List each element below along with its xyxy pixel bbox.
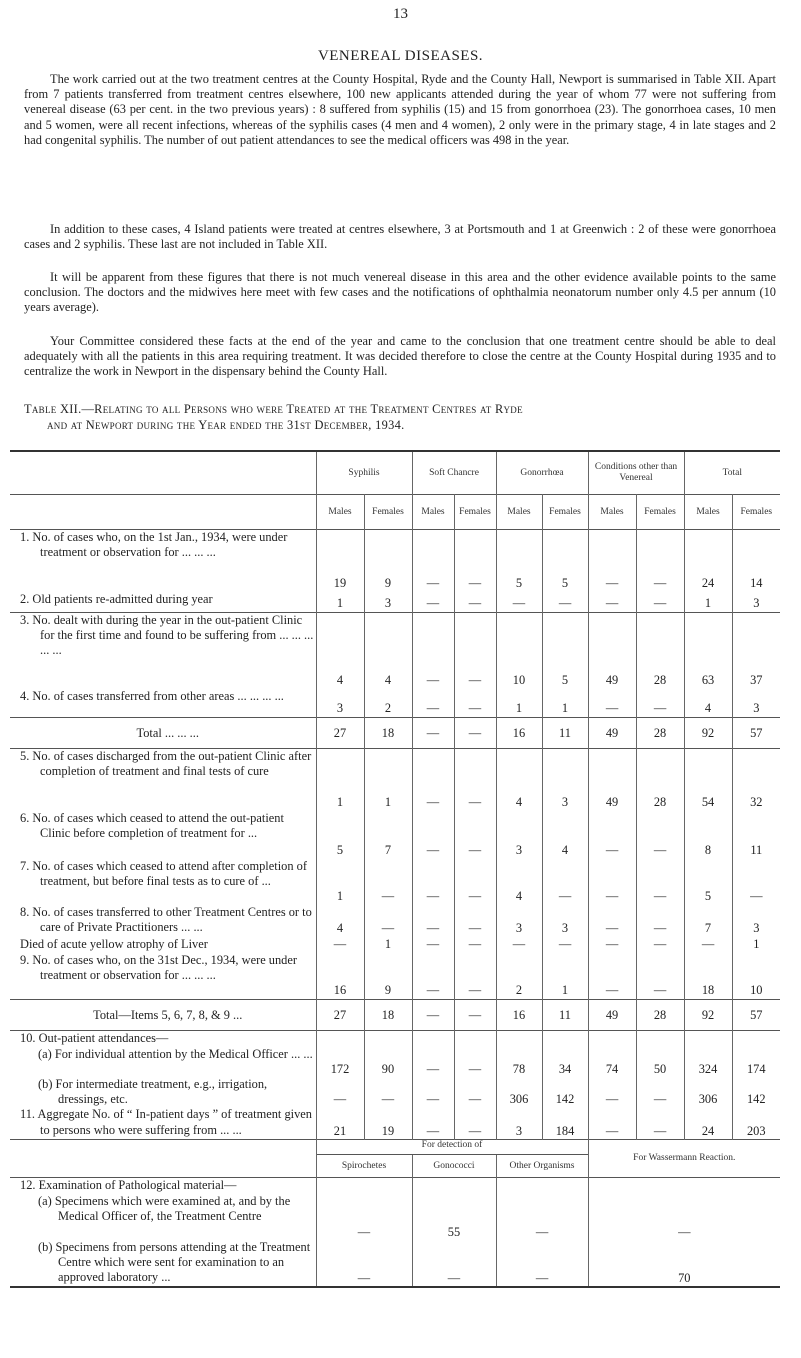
block2-cell: 4 [684,689,732,718]
block3-cell: — [588,905,636,937]
block4-cell: — [412,1077,454,1107]
total-row-cell: — [454,718,496,749]
block2-cell: 4 [316,613,364,690]
block2-cell: 1 [496,689,542,718]
exam-cell: — [412,1240,496,1287]
block3-cell: — [412,905,454,937]
block3-cell: — [588,811,636,859]
block4-cell: 24 [684,1107,732,1140]
block4-cell: 78 [496,1047,542,1077]
block1-cell: 5 [542,530,588,593]
block2-cell: 49 [588,613,636,690]
block3-cell: — [454,811,496,859]
block3-cell: 1 [316,749,364,812]
total-row-label: Total ... ... ... [136,725,199,740]
block3-cell: 1 [364,749,412,812]
block1-cell: 14 [732,530,780,593]
block3-cell: — [454,953,496,1000]
block3-cell: — [636,905,684,937]
exam-cell: — [316,1240,412,1287]
exam-cell: 70 [588,1240,780,1287]
block1-cell: — [588,530,636,593]
block3-cell: — [316,937,364,953]
block2-cell: — [412,613,454,690]
block3-cell: — [636,859,684,905]
block3-cell: 49 [588,749,636,812]
block4-label: 11. Aggregate No. of “ In-patient days ” of treatment given to persons who were suffering from ... ... [20,1107,312,1137]
block2-cell: 10 [496,613,542,690]
group-header: Soft Chancre [412,451,496,495]
block4-cell: — [316,1077,364,1107]
block3-label: 9. No. of cases who, on the 31st Dec., 1934, were under treatment or observation for ... ... ... [20,953,297,983]
block3-cell: 7 [364,811,412,859]
block2-cell: 1 [542,689,588,718]
sub-header: Females [542,495,588,530]
exam-label: (b) Specimens from persons attending at the Treatment Centre which were sent for examination to an approved laboratory ... [38,1239,311,1285]
total-row-cell: — [412,718,454,749]
total-row-cell: 57 [732,718,780,749]
block3-cell: 5 [316,811,364,859]
block4-cell: 3 [496,1107,542,1140]
total-items-row-cell: 28 [636,1000,684,1031]
block3-cell: — [496,937,542,953]
block4-cell: 74 [588,1047,636,1077]
sub-header: Females [636,495,684,530]
block4-cell: — [454,1077,496,1107]
block4-label: 10. Out-patient attendances— [20,1031,169,1045]
block4-cell: 19 [364,1107,412,1140]
block1-cell: — [412,530,454,593]
block3-cell: — [364,859,412,905]
block1-cell: 19 [316,530,364,593]
total-items-row-cell: — [454,1000,496,1031]
block4-cell: 324 [684,1047,732,1077]
block3-cell: 4 [542,811,588,859]
paragraph-summary: The work carried out at the two treatment centres at the County Hospital, Ryde and the County Hall, Newport is summarised in Table XII. Apart from 7 patients transferred from treatment centres elsewhere, 100 new applicants attended during the year of whom 77 were not suffering from venereal disease (63 per cent. in the two previous years) : 8 suffered from syphilis (15) and 15 from gonorrhoea (23). The gonorrhoea cases, 10 men and 5 women, were all recent infections, whereas of the syphilis cases (4 men and 4 women), 2 only were in the primary stage, 4 in late stages and 2 had congenital syphilis. The number of out patient attendances to see the medical officers was 498 in the year. [24,72,776,147]
block3-cell: 4 [316,905,364,937]
block3-cell: 10 [732,953,780,1000]
block3-cell: — [454,749,496,812]
block4-cell: 142 [732,1077,780,1107]
block1-cell: 1 [316,592,364,613]
block3-cell: 28 [636,749,684,812]
sub-header: Females [364,495,412,530]
block3-cell: 11 [732,811,780,859]
block1-cell: 3 [732,592,780,613]
group-header: Syphilis [316,451,412,495]
block3-cell: 3 [732,905,780,937]
block4-cell: 21 [316,1107,364,1140]
block3-cell: — [542,859,588,905]
block2-cell: 37 [732,613,780,690]
block2-label: 4. No. of cases transferred from other areas ... ... ... ... [20,689,284,703]
block4-cell: 174 [732,1047,780,1077]
block3-cell: 1 [542,953,588,1000]
block3-cell: 16 [316,953,364,1000]
block4-cell: — [636,1077,684,1107]
block3-cell: — [588,937,636,953]
caption-line-1: Table XII.—Relating to all Persons who were Treated at the Treatment Centres at Ryde [24,402,523,416]
block3-cell: — [454,905,496,937]
block3-cell: 32 [732,749,780,812]
block3-cell: 3 [542,905,588,937]
block3-cell: — [412,859,454,905]
exam-title: For detection of [316,1140,588,1155]
exam-cell: — [316,1194,412,1240]
block2-cell: — [588,689,636,718]
block4-cell: — [454,1047,496,1077]
block3-cell: 4 [496,859,542,905]
block3-cell: — [412,749,454,812]
block2-cell: 2 [364,689,412,718]
block3-cell: — [364,905,412,937]
block4-cell: 172 [316,1047,364,1077]
exam-col-header: Gonococci [412,1155,496,1178]
block1-cell: 3 [364,592,412,613]
block1-label: 1. No. of cases who, on the 1st Jan., 1934, were under treatment or observation for ... ... ... [20,530,288,560]
block3-cell: 9 [364,953,412,1000]
block3-cell: 1 [732,937,780,953]
block3-cell: — [454,859,496,905]
exam-label: 12. Examination of Pathological material— [20,1177,237,1192]
block3-cell: — [412,953,454,1000]
sub-header: Males [588,495,636,530]
block1-cell: — [412,592,454,613]
total-row-cell: 92 [684,718,732,749]
section-heading: VENEREAL DISEASES. [317,48,484,64]
block4-cell: — [636,1107,684,1140]
block3-cell: — [454,937,496,953]
sub-header: Males [496,495,542,530]
total-row-cell: 16 [496,718,542,749]
group-header: Total [684,451,780,495]
block1-label: 2. Old patients re-admitted during year [20,592,213,606]
block3-label: 7. No. of cases which ceased to attend after completion of treatment, but before final tests as to cure of ... [20,859,307,889]
block2-label: 3. No. dealt with during the year in the out-patient Clinic for the first time and found to be suffering from ... ... ... ... ... [20,613,314,658]
block3-label: 6. No. of cases which ceased to attend the out-patient Clinic before completion of treatment for ... [20,811,284,841]
block3-cell: — [636,937,684,953]
block3-cell: 1 [316,859,364,905]
page-number: 13 [393,6,408,22]
block3-cell: 2 [496,953,542,1000]
total-row-cell: 49 [588,718,636,749]
block2-cell: 63 [684,613,732,690]
block4-cell: 306 [684,1077,732,1107]
total-items-row-cell: 27 [316,1000,364,1031]
paragraph-decision: Your Committee considered these facts at the end of the year and came to the conclusion that one treatment centre should be able to deal adequately with all the patients in this area requiring treatment. It was decided therefore to close the centre at the County Hospital during 1935 and to centralize the work in Newport in the dispensary behind the County Hall. [24,334,776,379]
total-items-row-cell: 49 [588,1000,636,1031]
block3-cell: — [636,811,684,859]
sub-header: Females [454,495,496,530]
exam-cell: — [496,1240,588,1287]
paragraph-evidence: It will be apparent from these figures that there is not much venereal disease in this area and the other evidence available points to the same conclusion. The doctors and the midwives here meet with few cases and the notifications of ophthalmia neonatorum number only 4.5 per annum (10 years average). [24,270,776,315]
block3-cell: — [636,953,684,1000]
block3-cell: 1 [364,937,412,953]
total-items-row-label: Total—Items 5, 6, 7, 8, & 9 ... [93,1007,243,1022]
block3-cell: — [412,811,454,859]
total-items-row-cell: 57 [732,1000,780,1031]
total-items-row-cell: 18 [364,1000,412,1031]
block2-cell: — [412,689,454,718]
exam-col-header: Spirochetes [316,1155,412,1178]
sub-header: Males [316,495,364,530]
exam-cell: — [588,1194,780,1240]
block4-cell: — [412,1047,454,1077]
total-row-cell: 11 [542,718,588,749]
block3-cell: — [732,859,780,905]
block4-cell: 184 [542,1107,588,1140]
block4-cell: — [588,1077,636,1107]
statistics-table [10,450,780,1289]
block4-cell: — [364,1077,412,1107]
block1-cell: 1 [684,592,732,613]
block3-cell: 54 [684,749,732,812]
block4-cell: 34 [542,1047,588,1077]
block3-cell: 3 [496,905,542,937]
block3-cell: 5 [684,859,732,905]
block4-label: (a) For individual attention by the Medical Officer ... ... [38,1047,313,1061]
exam-label: (a) Specimens which were examined at, and by the Medical Officer of, the Treatment Centre [38,1193,291,1224]
total-row-cell: 18 [364,718,412,749]
table-caption [24,401,784,433]
block3-cell: — [684,937,732,953]
block4-cell: 306 [496,1077,542,1107]
sub-header: Males [412,495,454,530]
block2-cell: — [454,613,496,690]
block1-cell: — [454,592,496,613]
block4-label: (b) For intermediate treatment, e.g., irrigation, dressings, etc. [38,1077,268,1107]
exam-col-header: For Wassermann Reaction. [588,1140,780,1178]
total-items-row-cell: 16 [496,1000,542,1031]
block1-cell: 5 [496,530,542,593]
block3-label: 8. No. of cases transferred to other Treatment Centres or to care of Private Practitioners ... ... [20,905,312,935]
block2-cell: 28 [636,613,684,690]
block2-cell: — [454,689,496,718]
block3-cell: 18 [684,953,732,1000]
block3-label: 5. No. of cases discharged from the out-patient Clinic after completion of treatment and final tests of cure [20,749,312,779]
block4-cell: 142 [542,1077,588,1107]
block2-cell: — [636,689,684,718]
group-header: Gonorrhœa [496,451,588,495]
block2-cell: 4 [364,613,412,690]
block2-cell: 3 [316,689,364,718]
block1-cell: — [542,592,588,613]
exam-cell: 55 [412,1194,496,1240]
sub-header: Females [732,495,780,530]
block4-cell: 50 [636,1047,684,1077]
block1-cell: 9 [364,530,412,593]
block2-cell: 5 [542,613,588,690]
block3-cell: 4 [496,749,542,812]
block1-cell: — [588,592,636,613]
block3-cell: 7 [684,905,732,937]
block2-cell: 3 [732,689,780,718]
block3-cell: — [588,859,636,905]
block3-cell: — [588,953,636,1000]
block1-cell: — [636,530,684,593]
exam-cell: — [496,1194,588,1240]
caption-line-2: and at Newport during the Year ended the 31st December, 1934. [47,418,405,432]
sub-header: Males [684,495,732,530]
block4-cell: 203 [732,1107,780,1140]
block1-cell: — [454,530,496,593]
block3-cell: 3 [542,749,588,812]
block3-cell: 8 [684,811,732,859]
block4-cell: 90 [364,1047,412,1077]
block3-cell: 3 [496,811,542,859]
block1-cell: — [496,592,542,613]
exam-col-header: Other Organisms [496,1155,588,1178]
paragraph-elsewhere: In addition to these cases, 4 Island patients were treated at centres elsewhere, 3 at Portsmouth and 1 at Greenwich : 2 of these were gonorrhoea cases and 2 syphilis. These last are not included in Table XII. [24,222,776,252]
block4-cell: — [588,1107,636,1140]
block1-cell: — [636,592,684,613]
total-row-cell: 28 [636,718,684,749]
block4-cell: — [412,1107,454,1140]
block3-cell: — [542,937,588,953]
group-header: Conditions other than Venereal [588,451,684,495]
total-items-row-cell: 92 [684,1000,732,1031]
block3-label: Died of acute yellow atrophy of Liver [20,937,208,951]
block1-cell: 24 [684,530,732,593]
block3-cell: — [412,937,454,953]
total-items-row-cell: — [412,1000,454,1031]
block4-cell: — [454,1107,496,1140]
total-items-row-cell: 11 [542,1000,588,1031]
total-row-cell: 27 [316,718,364,749]
